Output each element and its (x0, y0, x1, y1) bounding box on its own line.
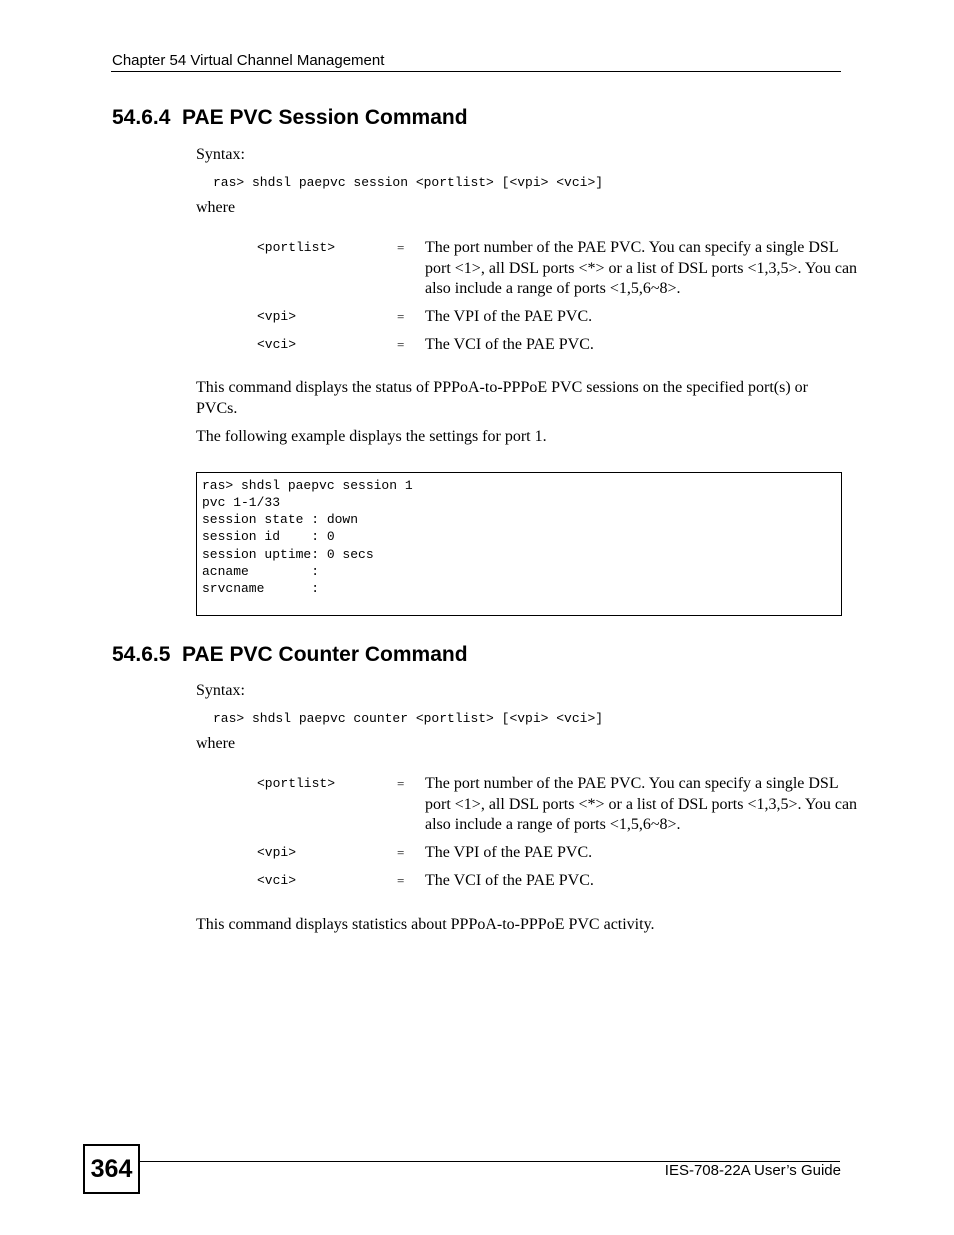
param-description: The VPI of the PAE PVC. (425, 308, 593, 325)
code-line: session state : down (202, 512, 359, 527)
code-line: session uptime: 0 secs (202, 547, 374, 562)
param-description: The VCI of the PAE PVC. (425, 336, 594, 353)
code-line: pvc 1-1/33 (202, 495, 281, 510)
header-divider (111, 71, 841, 72)
param-equals: = (397, 776, 405, 791)
example-intro: The following example displays the settings for port 1. (196, 428, 547, 445)
param-name: <vpi> (257, 845, 297, 860)
param-name: <vpi> (257, 309, 297, 324)
param-description: The port number of the PAE PVC. You can specify a single DSL port <1>, all DSL ports <*> or a list of DSL ports <1,3,5>. You can also include a range of ports <1,5,6~8>. (425, 239, 858, 297)
code-line: session id : 0 (202, 529, 335, 544)
param-description: The port number of the PAE PVC. You can specify a single DSL port <1>, all DSL ports <*> or a list of DSL ports <1,3,5>. You can also include a range of ports <1,5,6~8>. (425, 775, 858, 833)
where-label: where (196, 199, 236, 216)
code-line: acname : (202, 564, 320, 579)
section-title-session: 54.6.4 PAE PVC Session Command (112, 106, 468, 129)
param-equals: = (397, 873, 405, 888)
param-name: <portlist> (257, 240, 336, 255)
param-equals: = (397, 337, 405, 352)
section-title-counter: 54.6.5 PAE PVC Counter Command (112, 643, 468, 666)
param-equals: = (397, 845, 405, 860)
param-name: <vci> (257, 873, 297, 888)
syntax-command: ras> shdsl paepvc counter <portlist> [<vpi> <vci>] (213, 711, 604, 726)
code-line: srvcname : (202, 581, 320, 596)
page-number: 364 (83, 1144, 140, 1194)
example-code-box (196, 472, 842, 616)
syntax-label: Syntax: (196, 146, 245, 163)
syntax-command: ras> shdsl paepvc session <portlist> [<vpi> <vci>] (213, 175, 604, 190)
syntax-label: Syntax: (196, 682, 245, 699)
chapter-header: Chapter 54 Virtual Channel Management (112, 52, 385, 69)
param-description: The VCI of the PAE PVC. (425, 872, 594, 889)
code-line: ras> shdsl paepvc session 1 (202, 478, 413, 493)
where-label: where (196, 735, 236, 752)
command-description: This command displays statistics about PPPoA-to-PPPoE PVC activity. (196, 916, 655, 933)
param-equals: = (397, 240, 405, 255)
command-description: This command displays the status of PPPoA-to-PPPoE PVC sessions on the specified port(s) or PVCs. (196, 379, 808, 417)
param-description: The VPI of the PAE PVC. (425, 844, 593, 861)
param-name: <portlist> (257, 776, 336, 791)
guide-title: IES-708-22A User’s Guide (664, 1162, 841, 1179)
param-name: <vci> (257, 337, 297, 352)
param-equals: = (397, 309, 405, 324)
